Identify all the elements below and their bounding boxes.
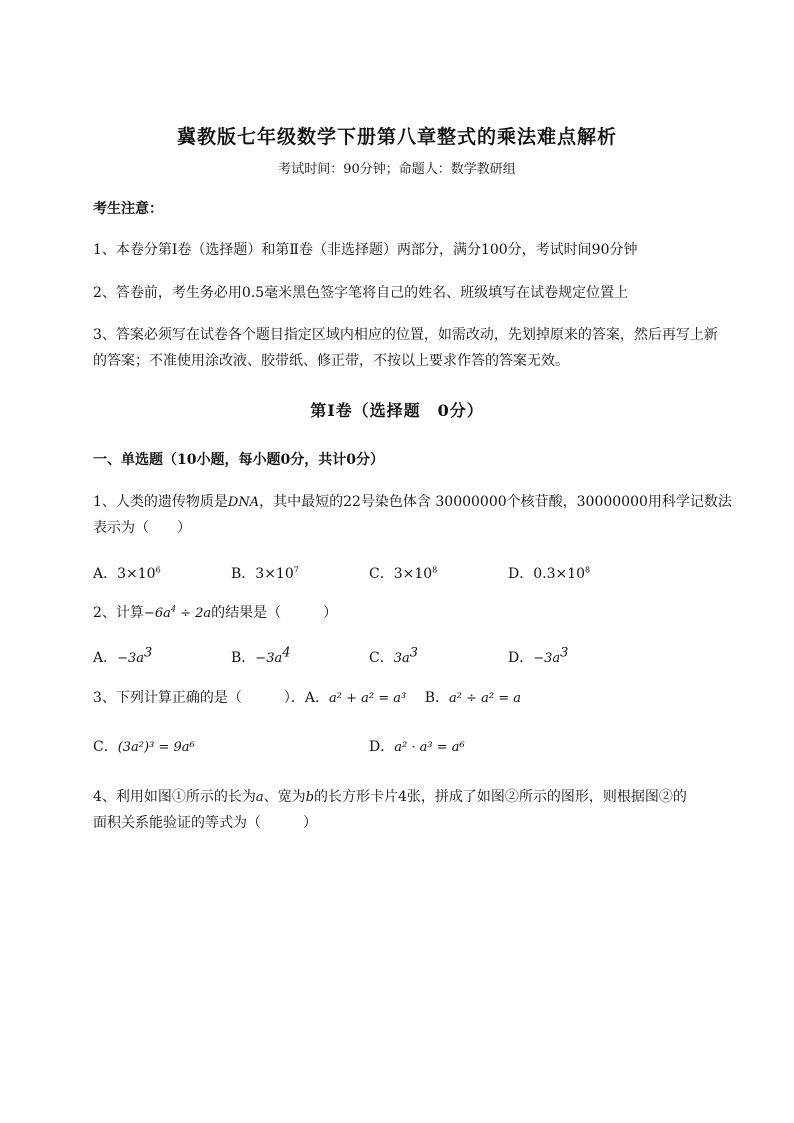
q2-option-c-expr: 3a xyxy=(393,651,410,666)
q2-expr-base: −6a xyxy=(143,606,171,621)
q3-option-d-row[interactable] xyxy=(369,736,465,756)
q2-option-c-label: C． xyxy=(369,650,394,666)
q2-option-d-expr: −3a xyxy=(533,651,561,666)
q2-option-d-label: D． xyxy=(508,650,534,666)
question-4-stem xyxy=(93,784,753,811)
q1-text-post: ，其中最短的22号染色体含 30000000个核苷酸，30000000用科学记数法 xyxy=(259,494,732,510)
q2-option-a-label: A． xyxy=(93,650,118,666)
q3-option-a[interactable]: a² + a² = a³ xyxy=(329,691,407,706)
q3-option-c: (3a²)³ = 9a⁶ xyxy=(117,740,195,755)
q2-option-c-exp: 3 xyxy=(409,645,419,661)
q1-option-d[interactable] xyxy=(508,563,590,583)
q3-option-c-row[interactable] xyxy=(93,736,195,756)
q2-option-b-exp: 4 xyxy=(282,645,291,661)
question-1-stem-cont: 表示为（ ） xyxy=(93,520,191,536)
q3-option-b[interactable]: a² ÷ a² = a xyxy=(448,691,521,706)
q1-option-c[interactable] xyxy=(369,563,437,583)
q2-expr xyxy=(144,606,211,621)
q2-option-a[interactable] xyxy=(93,647,152,667)
q1-option-d-text: D．0.3×10 xyxy=(508,566,586,582)
q1-option-b[interactable] xyxy=(231,563,299,583)
q3-text: 3、下列计算正确的是（ ）．A． xyxy=(93,690,330,706)
question-2-stem xyxy=(93,600,753,627)
q4-var-a: a xyxy=(255,790,264,805)
part-heading: 一、单选题（10小题，每小题0分，共计0分） xyxy=(93,452,384,468)
q3-option-d-label: D． xyxy=(369,739,395,755)
q1-option-b-exp: 7 xyxy=(293,565,299,575)
q3-option-b-label: B． xyxy=(424,690,449,706)
q2-option-a-expr: −3a xyxy=(117,651,145,666)
q2-text-pre: 2、计算 xyxy=(93,605,144,621)
question-1-stem xyxy=(93,489,753,516)
q2-option-b-expr: −3a xyxy=(255,651,283,666)
q2-option-d[interactable] xyxy=(508,647,568,667)
q1-dna: DNA xyxy=(227,495,260,510)
section-title: 第I卷（选择题 0分） xyxy=(310,401,484,420)
question-3-stem xyxy=(93,685,753,712)
q2-option-b-label: B． xyxy=(231,650,256,666)
notice-item-2: 2、答卷前，考生务必用0.5毫米黑色签字笔将自己的姓名、班级填写在试卷规定位置上 xyxy=(93,285,629,301)
page-subtitle: 考试时间：90分钟；命题人：数学教研组 xyxy=(278,162,516,177)
notice-item-3-cont: 的答案；不准使用涂改液、胶带纸、修正带，不按以上要求作答的答案无效。 xyxy=(93,353,569,369)
notice-heading: 考生注意： xyxy=(93,201,163,217)
q4-text-mid: 、宽为 xyxy=(263,789,306,805)
notice-item-1: 1、本卷分第I卷（选择题）和第Ⅱ卷（非选择题）两部分，满分100分，考试时间90分钟 xyxy=(93,242,638,258)
notice-item-3: 3、答案必须写在试卷各个题目指定区域内相应的位置，如需改动，先划掉原来的答案，然后再写上新 xyxy=(93,327,718,343)
q4-text-post: 的长方形卡片4张，拼成了如图②所示的图形，则根据图②的 xyxy=(314,789,687,805)
question-4-stem-cont: 面积关系能验证的等式为（ ） xyxy=(93,815,317,831)
page-title: 冀教版七年级数学下册第八章整式的乘法难点解析 xyxy=(176,126,617,148)
q2-option-c[interactable] xyxy=(369,647,418,667)
q1-option-c-text: C．3×10 xyxy=(369,566,433,582)
q1-option-a-text: A．3×10 xyxy=(93,566,156,582)
q1-option-a[interactable] xyxy=(93,563,161,583)
q2-expr-tail: ÷ 2a xyxy=(175,606,212,621)
q3-option-d: a² · a³ = a⁶ xyxy=(394,740,465,755)
q2-expr-exp: 4 xyxy=(170,604,176,614)
q2-text-post: 的结果是（ ） xyxy=(211,605,338,621)
q1-option-b-text: B．3×10 xyxy=(231,566,294,582)
q3-option-c-label: C． xyxy=(93,739,118,755)
q2-option-d-exp: 3 xyxy=(560,645,569,661)
q4-text-pre: 4、利用如图①所示的长为 xyxy=(93,789,256,805)
q2-option-a-exp: 3 xyxy=(144,645,153,661)
q1-option-a-exp: 6 xyxy=(155,565,161,575)
q1-option-d-exp: 8 xyxy=(585,565,591,575)
q4-var-b: b xyxy=(305,790,315,805)
q1-text-pre: 1、人类的遗传物质是 xyxy=(93,494,228,510)
q1-option-c-exp: 8 xyxy=(432,565,438,575)
q2-option-b[interactable] xyxy=(231,647,291,667)
